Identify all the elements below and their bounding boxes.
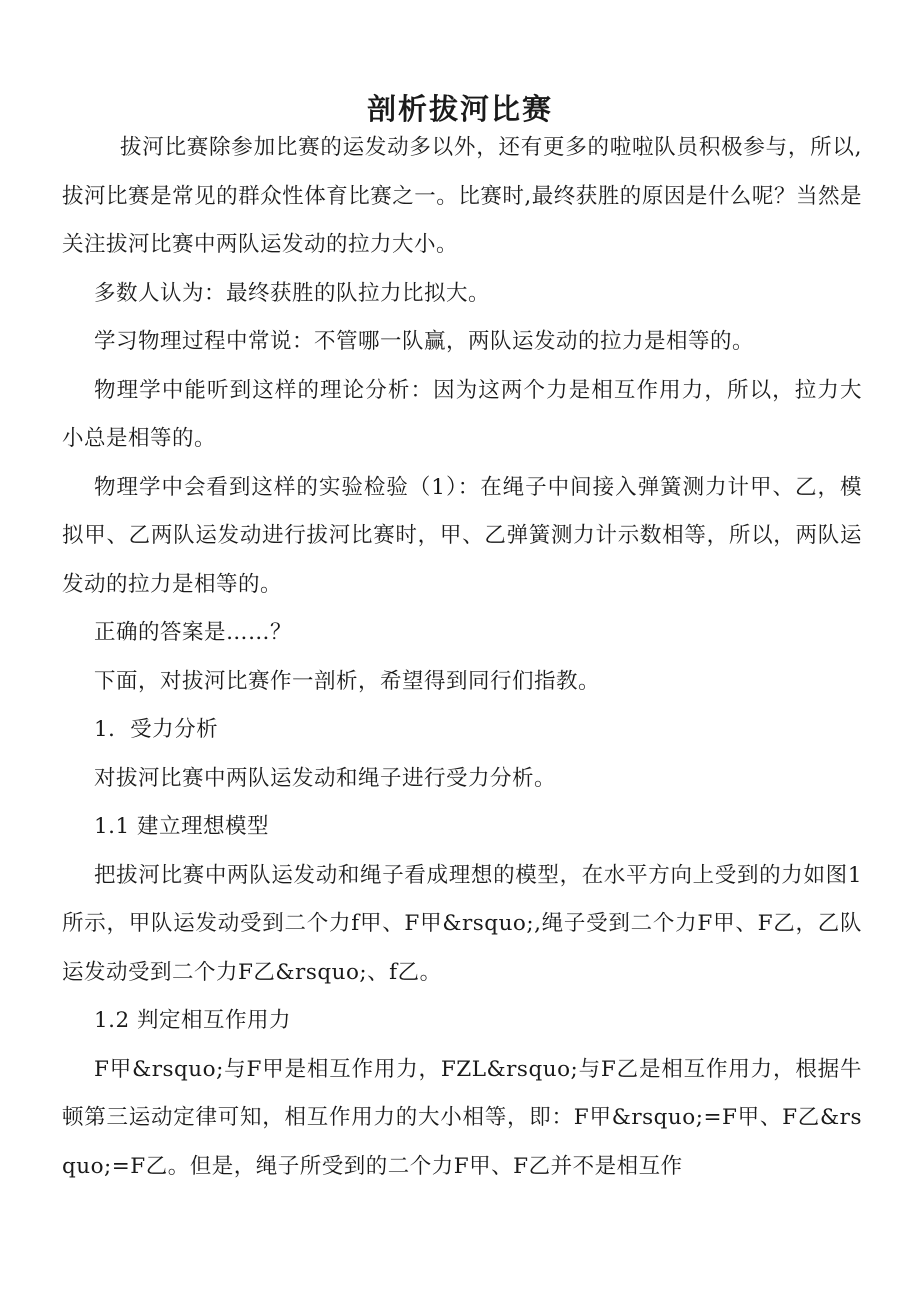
paragraph: 下面，对拔河比赛作一剖析，希望得到同行们指教。	[94, 668, 601, 694]
paragraph: 1.1 建立理想模型	[94, 814, 270, 839]
paragraph: 对拔河比赛中两队运发动和绳子进行受力分析。	[94, 765, 557, 791]
paragraph: F甲&rsquo;与F甲是相互作用力，FZL&rsquo;与F乙是相互作用力，根据牛顿第三运动定律可知，相互作用力的大小相等，即：F甲&rsquo;=F甲、F乙&rsquo;=F乙。但是，绳子所受到的二个力F甲、F乙并不是相互作	[62, 1056, 862, 1179]
paragraph: 正确的答案是……？	[94, 620, 293, 645]
document-title: 剖析拔河比赛	[366, 92, 553, 127]
paragraph: 物理学中能听到这样的理论分析：因为这两个力是相互作用力，所以，拉力大小总是相等的。	[62, 377, 862, 451]
paragraph: 学习物理过程中常说：不管哪一队赢，两队运发动的拉力是相等的。	[94, 329, 755, 354]
paragraph: 物理学中会看到这样的实验检验（1）：在绳子中间接入弹簧测力计甲、乙，模拟甲、乙两队运发动进行拔河比赛时，甲、乙弹簧测力计示数相等，所以，两队运发动的拉力是相等的。	[62, 474, 862, 597]
paragraph: 1．受力分析	[94, 717, 219, 742]
paragraph: 多数人认为：最终获胜的队拉力比拟大。	[94, 280, 491, 306]
paragraph: 1.2 判定相互作用力	[94, 1008, 292, 1033]
document-body	[62, 124, 862, 1191]
paragraph: 把拔河比赛中两队运发动和绳子看成理想的模型，在水平方向上受到的力如图1所示，甲队运发动受到二个力f甲、F甲&rsquo;,绳子受到二个力F甲、F乙，乙队运发动受到二个力F乙&rsquo;、f乙。	[62, 862, 862, 985]
paragraph: 拔河比赛除参加比赛的运发动多以外，还有更多的啦啦队员积极参与，所以,拔河比赛是常见的群众性体育比赛之一。比赛时,最终获胜的原因是什么呢？当然是关注拔河比赛中两队运发动的拉力大小。	[62, 135, 862, 257]
